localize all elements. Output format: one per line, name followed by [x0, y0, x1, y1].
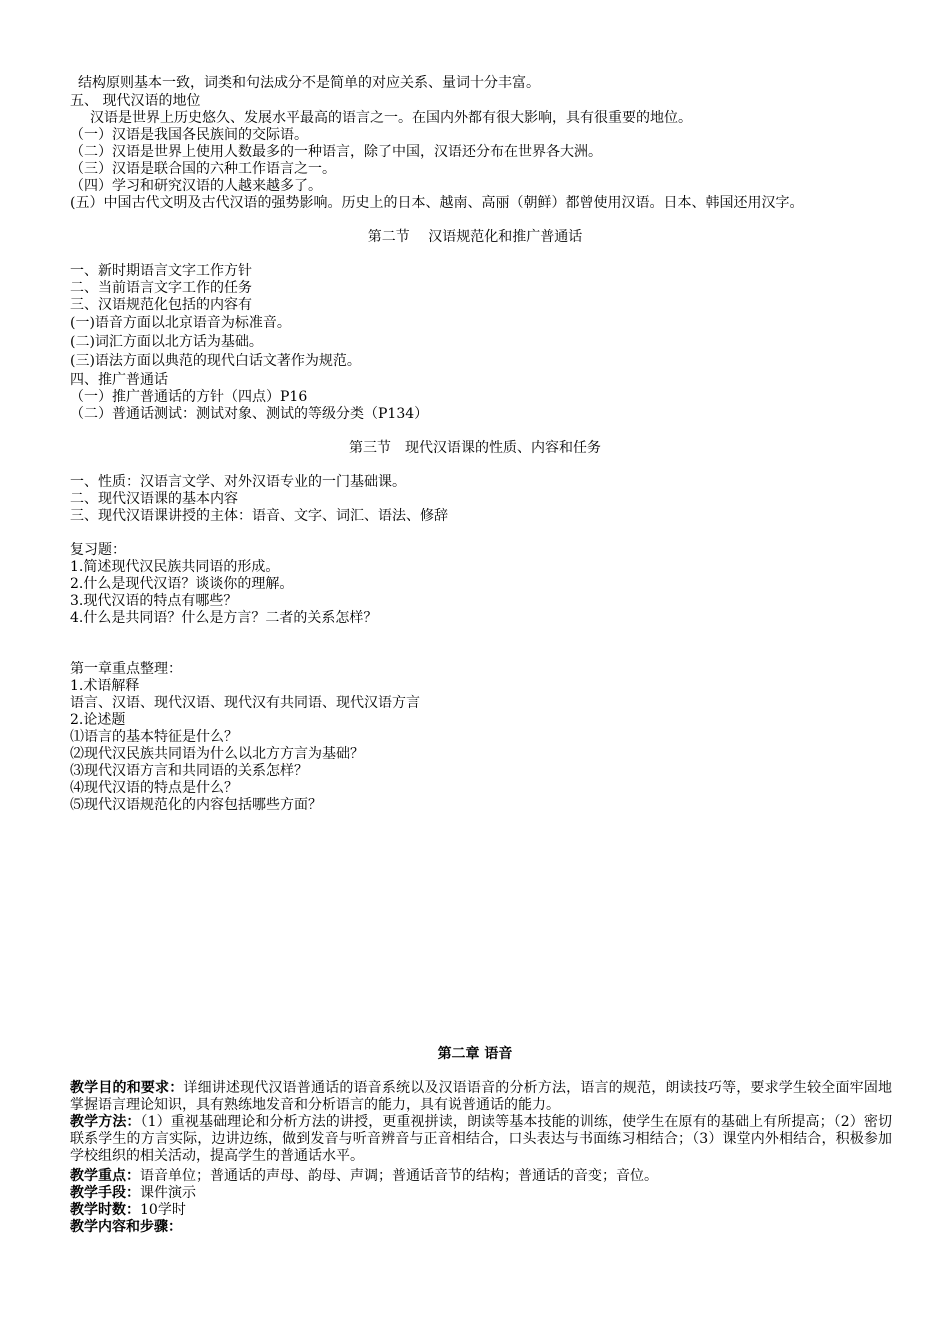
list-item: ⑶现代汉语方言和共同语的关系怎样？	[70, 763, 308, 779]
text-line: 2.论述题	[70, 712, 126, 728]
teaching-hours	[70, 1202, 892, 1219]
teaching-hours-text: 10学时	[140, 1202, 186, 1218]
teaching-method-label: 教学方法：	[70, 1114, 141, 1130]
text-line: 二、现代汉语课的基本内容	[70, 491, 238, 507]
teaching-means-text: 课件演示	[140, 1185, 196, 1201]
list-item: ⑴语言的基本特征是什么？	[70, 729, 238, 745]
list-item: (三)语法方面以典范的现代白话文著作为规范。	[70, 353, 361, 369]
list-item: 1.简述现代汉民族共同语的形成。	[70, 559, 280, 575]
list-item: ⑷现代汉语的特点是什么？	[70, 780, 238, 796]
list-item: （一）汉语是我国各民族间的交际语。	[70, 127, 308, 143]
text-line: 三、现代汉语课讲授的主体：语音、文字、词汇、语法、修辞	[70, 508, 448, 524]
list-item: (一)语音方面以北京语音为标准音。	[70, 315, 291, 331]
teaching-means-label: 教学手段：	[70, 1185, 140, 1201]
list-item: ⑵现代汉民族共同语为什么以北方方言为基础？	[70, 746, 364, 762]
section-title: 第二节 汉语规范化和推广普通话	[367, 229, 583, 245]
teaching-hours-label: 教学时数：	[70, 1202, 140, 1218]
text-line: 汉语是世界上历史悠久、发展水平最高的语言之一。在国内外都有很大影响，具有很重要的地位。	[90, 110, 692, 126]
chapter-title: 第二章 语音	[437, 1046, 513, 1062]
text-line: 三、汉语规范化包括的内容有	[70, 297, 252, 313]
list-item: (五）中国古代文明及古代汉语的强势影响。历史上的日本、越南、高丽（朝鲜）都曾使用汉语。日本、韩国还用汉字。	[70, 195, 804, 211]
section-heading: 五、 现代汉语的地位	[70, 93, 201, 109]
text-line: 一、性质：汉语言文学、对外汉语专业的一门基础课。	[70, 474, 406, 490]
review-title: 复习题：	[70, 542, 126, 558]
teaching-means	[70, 1185, 892, 1202]
text-line: 四、推广普通话	[70, 372, 168, 388]
list-item: （二）普通话测试：测试对象、测试的等级分类（P134）	[70, 406, 429, 422]
text-line: 一、新时期语言文字工作方针	[70, 263, 252, 279]
teaching-focus-label: 教学重点：	[70, 1168, 140, 1184]
text-line: 二、当前语言文字工作的任务	[70, 280, 252, 296]
list-item: （四）学习和研究汉语的人越来越多了。	[70, 178, 322, 194]
teaching-aims	[70, 1080, 892, 1114]
teaching-focus-text: 语音单位；普通话的声母、韵母、声调；普通话音节的结构；普通话的音变；音位。	[140, 1168, 658, 1184]
list-item: 3.现代汉语的特点有哪些？	[70, 593, 238, 609]
list-item: 2.什么是现代汉语？谈谈你的理解。	[70, 576, 294, 592]
list-item: （一）推广普通话的方针（四点）P16	[70, 389, 308, 405]
summary-title: 第一章重点整理：	[70, 661, 182, 677]
teaching-method-text: （1）重视基础理论和分析方法的讲授，更重视拼读，朗读等基本技能的训练，使学生在原有的基础上有所提高；（2）密切联系学生的方言实际，边讲边练，做到发音与听音辨音与正音相结合，口头表达与书面练习相结合；（3）课堂内外相结合，积极参加学校组织的相关活动，提高学生的普通话水平。	[70, 1114, 893, 1164]
text-line: 结构原则基本一致，词类和句法成分不是简单的对应关系、量词十分丰富。	[78, 75, 540, 91]
teaching-steps-label: 教学内容和步骤：	[70, 1219, 182, 1235]
teaching-aims-text: 详细讲述现代汉语普通话的语音系统以及汉语语音的分析方法，语言的规范，朗读技巧等，要求学生较全面牢固地掌握语言理论知识，具有熟练地发音和分析语言的能力，具有说普通话的能力。	[70, 1080, 892, 1113]
teaching-focus	[70, 1168, 892, 1185]
text-line: 1.术语解释	[70, 678, 140, 694]
text-line: 语言、汉语、现代汉语、现代汉有共同语、现代汉语方言	[70, 695, 420, 711]
teaching-steps	[70, 1219, 892, 1236]
list-item: （二）汉语是世界上使用人数最多的一种语言，除了中国，汉语还分布在世界各大洲。	[70, 144, 602, 160]
list-item: （三）汉语是联合国的六种工作语言之一。	[70, 161, 336, 177]
list-item: ⑸现代汉语规范化的内容包括哪些方面？	[70, 797, 322, 813]
list-item: (二)词汇方面以北方话为基础。	[70, 334, 263, 350]
teaching-method	[70, 1114, 892, 1165]
section-title: 第三节 现代汉语课的性质、内容和任务	[349, 440, 601, 456]
teaching-aims-label: 教学目的和要求：	[70, 1080, 184, 1096]
list-item: 4.什么是共同语？什么是方言？二者的关系怎样？	[70, 610, 378, 626]
